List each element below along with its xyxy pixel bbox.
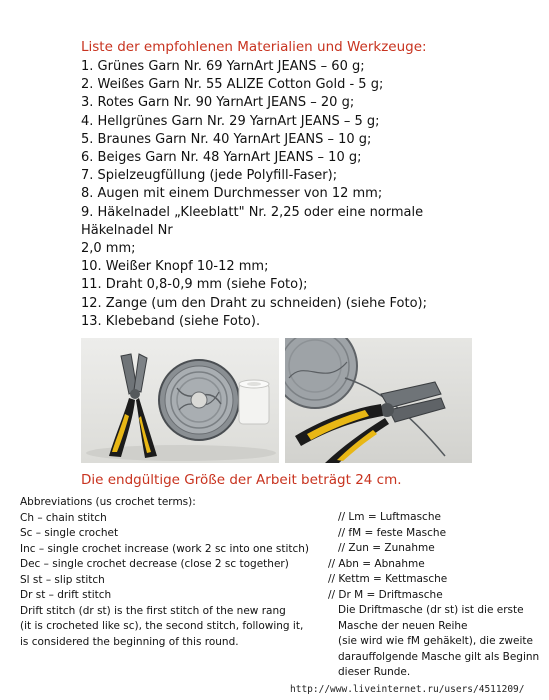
tape-roll bbox=[239, 384, 269, 424]
pliers-jaw bbox=[134, 354, 147, 392]
list-item: 8. Augen mit einem Durchmesser von 12 mm; bbox=[81, 186, 383, 202]
list-item: 13. Klebeband (siehe Foto). bbox=[81, 313, 261, 329]
list-item: 12. Zange (um den Draht zu schneiden) (siehe Foto); bbox=[81, 295, 428, 311]
list-item: 7. Spielzeugfüllung (jede Polyfill-Faser); bbox=[81, 168, 338, 184]
materials-heading: Liste der empfohlenen Materialien und Werkzeuge: bbox=[81, 39, 427, 55]
list-item: Inc – single crochet increase (work 2 sc into one stitch) bbox=[20, 542, 310, 555]
list-item: 11. Draht 0,8-0,9 mm (siehe Foto); bbox=[81, 277, 308, 293]
list-item: 9. Häkelnadel „Kleeblatt" Nr. 2,25 oder eine normale bbox=[81, 204, 424, 220]
final-size-note: Die endgültige Größe der Arbeit beträgt 24 cm. bbox=[81, 472, 402, 488]
tools-photo-right bbox=[285, 338, 472, 463]
list-item: Ch – chain stitch bbox=[20, 511, 107, 524]
list-item: 6. Beiges Garn Nr. 48 YarnArt JEANS – 10 g; bbox=[81, 150, 362, 166]
list-item: darauffolgende Masche gilt als Beginn bbox=[338, 650, 540, 663]
list-item: (it is crocheted like sc), the second stitch, following it, bbox=[20, 620, 304, 632]
list-item: // fM = feste Masche bbox=[338, 526, 447, 539]
list-item: // Lm = Luftmasche bbox=[338, 511, 441, 523]
list-item: Häkelnadel Nr bbox=[81, 222, 173, 238]
list-item: is considered the beginning of this round. bbox=[20, 635, 239, 648]
list-item: 10. Weißer Knopf 10-12 mm; bbox=[81, 259, 269, 275]
list-item: Masche der neuen Reihe bbox=[338, 619, 468, 632]
list-item: dieser Runde. bbox=[338, 666, 411, 678]
pliers-pivot bbox=[130, 389, 140, 399]
list-item: 4. Hellgrünes Garn Nr. 29 YarnArt JEANS – 5 g; bbox=[81, 113, 380, 129]
list-item: // Dr M = Driftmasche bbox=[328, 588, 443, 601]
list-item: (sie wird wie fM gehäkelt), die zweite bbox=[338, 635, 533, 647]
list-item: Dec – single crochet decrease (close 2 sc together) bbox=[20, 558, 289, 570]
list-item: // Kettm = Kettmasche bbox=[328, 573, 448, 585]
list-item: 5. Braunes Garn Nr. 40 YarnArt JEANS – 10 g; bbox=[81, 131, 372, 147]
source-url: http://www.liveinternet.ru/users/4511209/ bbox=[290, 684, 525, 695]
list-item: // Zun = Zunahme bbox=[338, 542, 435, 554]
list-item: Sc – single crochet bbox=[20, 527, 119, 539]
list-item: Die Driftmasche (dr st) ist die erste bbox=[338, 604, 524, 616]
abbreviations-german bbox=[328, 510, 539, 681]
list-item: Sl st – slip stitch bbox=[20, 573, 105, 586]
materials-list bbox=[81, 58, 427, 331]
abbreviations-english bbox=[20, 495, 309, 650]
list-item: // Abn = Abnahme bbox=[328, 557, 425, 570]
list-item: 2. Weißes Garn Nr. 55 ALIZE Cotton Gold - 5 g; bbox=[81, 77, 384, 93]
list-item: Drift stitch (dr st) is the first stitch of the new rang bbox=[20, 604, 286, 617]
abbreviations-heading: Abbreviations (us crochet terms): bbox=[20, 496, 196, 508]
pliers-wire-tape-illustration bbox=[81, 338, 279, 463]
list-item: 3. Rotes Garn Nr. 90 YarnArt JEANS – 20 g; bbox=[81, 95, 355, 111]
list-item: 1. Grünes Garn Nr. 69 YarnArt JEANS – 60 g; bbox=[81, 59, 365, 74]
pliers-handle-grip bbox=[337, 430, 377, 461]
tools-photo-left bbox=[81, 338, 279, 463]
pliers-cutting-wire-illustration bbox=[285, 338, 472, 463]
list-item: Dr st – drift stitch bbox=[20, 589, 112, 601]
list-item: 2,0 mm; bbox=[81, 241, 136, 257]
